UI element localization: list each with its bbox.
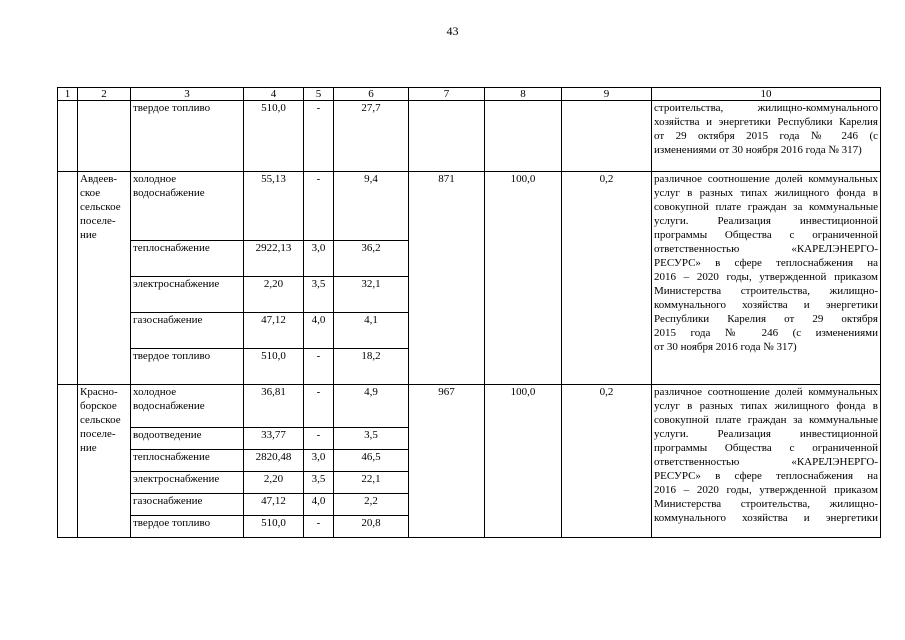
population-value: 871 <box>409 172 485 385</box>
tariff-value: 510,0 <box>244 515 304 537</box>
service-name: водоотведение <box>131 427 244 449</box>
note-line: программы Общества с ограниченной <box>654 229 878 241</box>
index-value: 3,5 <box>304 471 334 493</box>
note-line: от 29 октября 2015 года № 246 (с <box>654 130 878 142</box>
settlement-line: поселе- <box>80 215 116 227</box>
tariff-value: 510,0 <box>244 101 304 172</box>
column-header: 2 <box>78 88 131 101</box>
share-value: 4,9 <box>334 385 409 428</box>
column-header: 1 <box>58 88 78 101</box>
cell-empty <box>409 101 485 172</box>
index-value: - <box>304 427 334 449</box>
tariff-value: 55,13 <box>244 172 304 241</box>
note-line: Республики Карелия от 29 октября <box>654 313 878 325</box>
note-line: от 30 ноября 2016 года № 317) <box>654 341 797 353</box>
note-line: услуг в разных типах жилищного фонда в <box>654 187 878 199</box>
service-name: газоснабжение <box>131 493 244 515</box>
note-line: 2015 года № 246 (с изменениями <box>654 327 878 339</box>
index-value: - <box>304 101 334 172</box>
settlement-line: ние <box>80 442 97 454</box>
percent-value: 100,0 <box>485 172 562 385</box>
note-line: различное соотношение долей коммунальных <box>654 173 878 185</box>
cell-empty <box>78 101 131 172</box>
settlement-line: сельское <box>80 414 121 426</box>
table-row <box>58 101 881 172</box>
service-name: теплоснабжение <box>131 449 244 471</box>
share-value: 18,2 <box>334 349 409 385</box>
table-row <box>58 172 881 241</box>
tariff-table <box>57 87 881 538</box>
share-value: 2,2 <box>334 493 409 515</box>
note-line: Министерства строительства, жилищно- <box>654 285 878 297</box>
share-value: 4,1 <box>334 313 409 349</box>
index-value: - <box>304 385 334 428</box>
note-line: ответственностью «КАРЕЛЭНЕРГО- <box>654 456 878 468</box>
note-line: Министерства строительства, жилищно- <box>654 498 878 510</box>
note-line: 2016 – 2020 годы, утвержденной приказом <box>654 271 878 283</box>
tariff-value: 2922,13 <box>244 241 304 277</box>
index-value: - <box>304 515 334 537</box>
population-value: 967 <box>409 385 485 538</box>
cell-empty <box>58 385 78 538</box>
note-line: совокупной плате граждан за коммунальные <box>654 414 878 426</box>
index-value: - <box>304 349 334 385</box>
tariff-value: 36,81 <box>244 385 304 428</box>
settlement-name <box>78 385 131 538</box>
index-value: - <box>304 172 334 241</box>
index-value: 3,0 <box>304 449 334 471</box>
settlement-line: борское <box>80 400 117 412</box>
note-line: совокупной плате граждан за коммунальные <box>654 201 878 213</box>
service-name: твердое топливо <box>131 515 244 537</box>
service-name: электроснабжение <box>131 277 244 313</box>
column-header: 9 <box>562 88 652 101</box>
index-value: 3,5 <box>304 277 334 313</box>
note-line: изменениями от 30 ноября 2016 года № 317) <box>654 144 862 156</box>
share-value: 27,7 <box>334 101 409 172</box>
settlement-name <box>78 172 131 385</box>
tariff-value: 2,20 <box>244 471 304 493</box>
column-header: 7 <box>409 88 485 101</box>
deviation-value: 0,2 <box>562 172 652 385</box>
settlement-line: ское <box>80 187 101 199</box>
note-cell <box>652 172 881 385</box>
note-line: 2016 – 2020 годы, утвержденной приказом <box>654 484 878 496</box>
share-value: 9,4 <box>334 172 409 241</box>
service-name: холодное водоснабжение <box>131 172 244 241</box>
cell-empty <box>58 101 78 172</box>
tariff-value: 33,77 <box>244 427 304 449</box>
service-name: теплоснабжение <box>131 241 244 277</box>
tariff-value: 47,12 <box>244 313 304 349</box>
share-value: 3,5 <box>334 427 409 449</box>
note-line: программы Общества с ограниченной <box>654 442 878 454</box>
service-name: холодное водоснабжение <box>131 385 244 428</box>
column-header: 5 <box>304 88 334 101</box>
note-line: коммунального хозяйства и энергетики <box>654 512 878 524</box>
note-cell <box>652 101 881 172</box>
note-line: ответственностью «КАРЕЛЭНЕРГО- <box>654 243 878 255</box>
settlement-line: сельское <box>80 201 121 213</box>
note-line: услуги. Реализация инвестиционной <box>654 215 878 227</box>
settlement-line: ние <box>80 229 97 241</box>
service-name: твердое топливо <box>131 349 244 385</box>
cell-empty <box>485 101 562 172</box>
service-name: твердое топливо <box>131 101 244 172</box>
deviation-value: 0,2 <box>562 385 652 538</box>
settlement-line: Красно- <box>80 386 118 398</box>
share-value: 22,1 <box>334 471 409 493</box>
index-value: 4,0 <box>304 493 334 515</box>
cell-empty <box>58 172 78 385</box>
share-value: 36,2 <box>334 241 409 277</box>
note-line: услуги. Реализация инвестиционной <box>654 428 878 440</box>
note-line: коммунального хозяйства и энергетики <box>654 299 878 311</box>
percent-value: 100,0 <box>485 385 562 538</box>
tariff-value: 47,12 <box>244 493 304 515</box>
index-value: 3,0 <box>304 241 334 277</box>
tariff-value: 510,0 <box>244 349 304 385</box>
share-value: 46,5 <box>334 449 409 471</box>
settlement-line: поселе- <box>80 428 116 440</box>
share-value: 20,8 <box>334 515 409 537</box>
table-row <box>58 385 881 428</box>
service-name: электроснабжение <box>131 471 244 493</box>
column-header: 10 <box>652 88 881 101</box>
column-header: 4 <box>244 88 304 101</box>
note-line: строительства, жилищно-коммунального <box>654 102 878 114</box>
cell-empty <box>562 101 652 172</box>
column-header: 3 <box>131 88 244 101</box>
settlement-line: Авдеев- <box>80 173 118 185</box>
tariff-value: 2,20 <box>244 277 304 313</box>
note-cell <box>652 385 881 538</box>
share-value: 32,1 <box>334 277 409 313</box>
note-line: различное соотношение долей коммунальных <box>654 386 878 398</box>
column-header: 6 <box>334 88 409 101</box>
tariff-value: 2820,48 <box>244 449 304 471</box>
note-line: хозяйства и энергетики Республики Карелия <box>654 116 878 128</box>
column-header: 8 <box>485 88 562 101</box>
index-value: 4,0 <box>304 313 334 349</box>
service-name: газоснабжение <box>131 313 244 349</box>
note-line: услуг в разных типах жилищного фонда в <box>654 400 878 412</box>
note-line: РЕСУРС» в сфере теплоснабжения на <box>654 257 878 269</box>
page-number: 43 <box>446 24 459 38</box>
note-line: РЕСУРС» в сфере теплоснабжения на <box>654 470 878 482</box>
header-row <box>58 88 881 101</box>
